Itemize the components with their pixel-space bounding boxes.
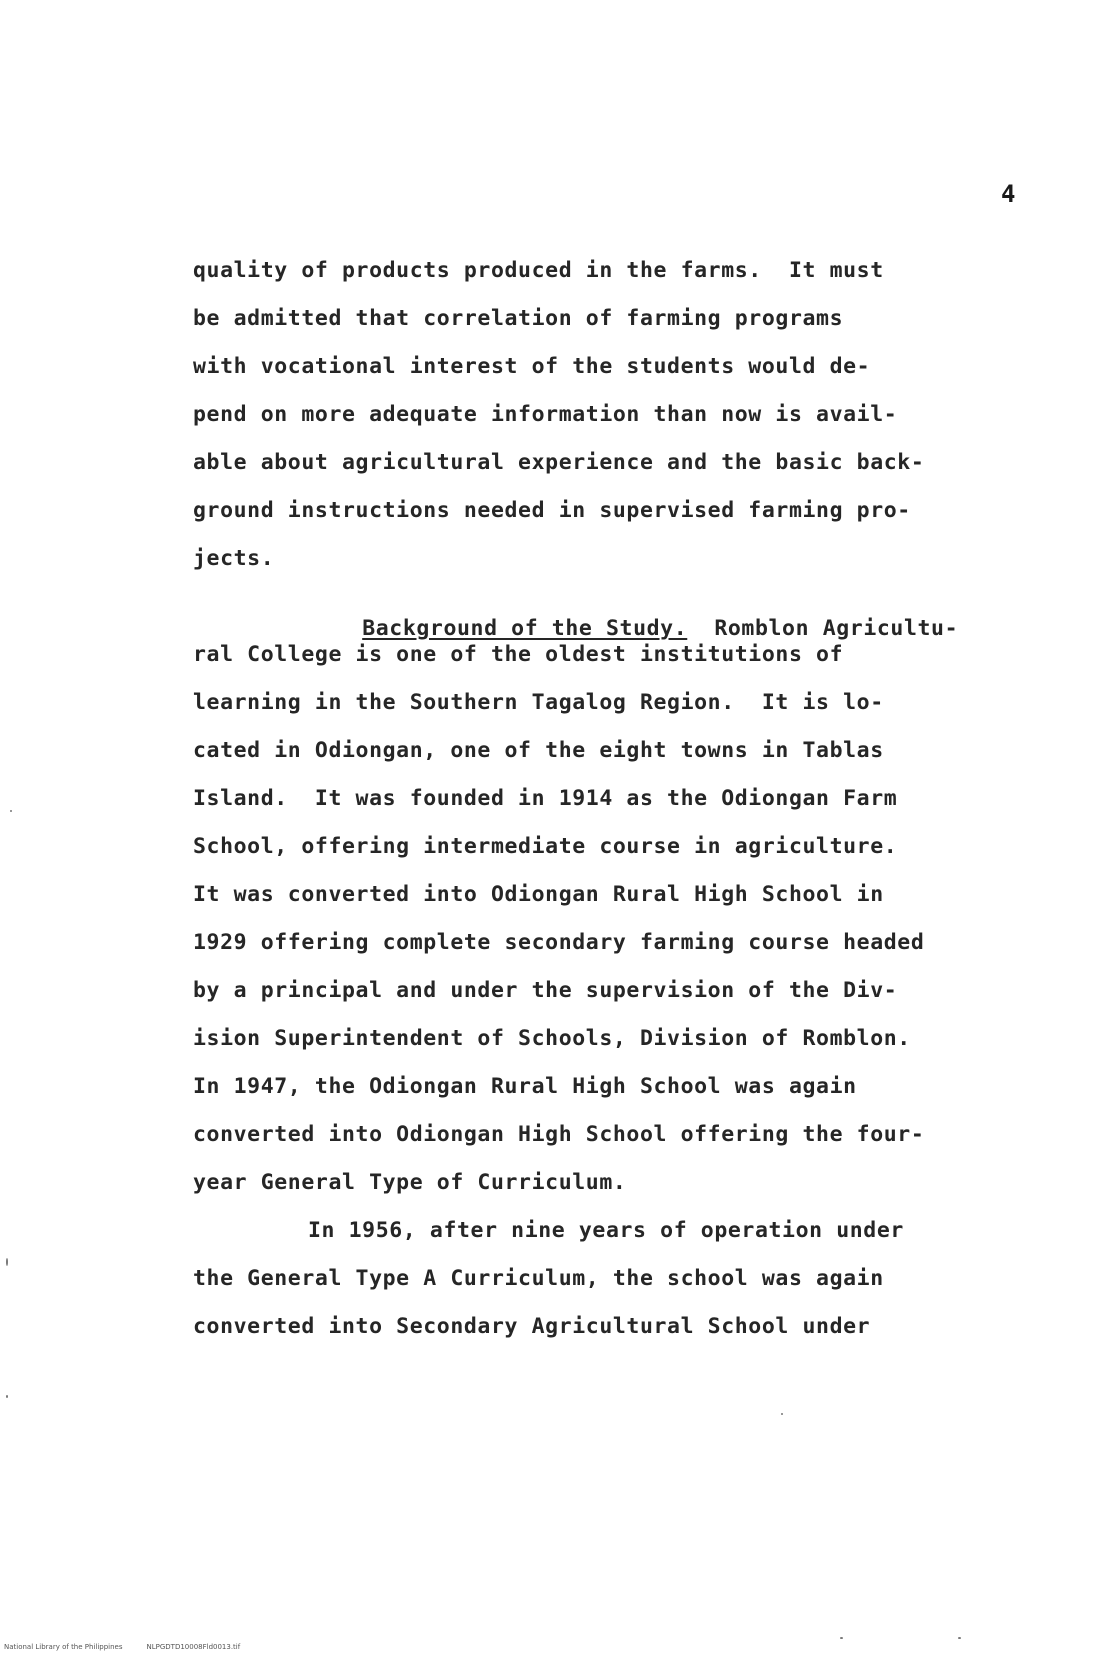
text-line: In 1956, after nine years of operation under — [308, 1218, 904, 1243]
text-line: learning in the Southern Tagalog Region. It is lo- — [193, 690, 884, 715]
text-line: be admitted that correlation of farming programs — [193, 306, 844, 331]
text-line: year General Type of Curriculum. — [193, 1170, 627, 1195]
text-line: In 1947, the Odiongan Rural High School was again — [193, 1074, 857, 1099]
text-line: by a principal and under the supervision of the Div- — [193, 978, 898, 1003]
text-line: School, offering intermediate course in agriculture. — [193, 834, 898, 859]
text-line: ral College is one of the oldest institutions of — [193, 642, 844, 667]
scan-speck — [958, 1637, 961, 1639]
page-number: 4 — [1001, 180, 1016, 208]
scan-speck — [6, 1258, 8, 1266]
text-line: 1929 offering complete secondary farming course headed — [193, 930, 925, 955]
footer-file-code: NLPGDTD10008Fld0013.tif — [146, 1643, 241, 1651]
text-line: quality of products produced in the farms. It must — [193, 258, 884, 283]
text-line: converted into Odiongan High School offering the four- — [193, 1122, 925, 1147]
scan-speck — [781, 1413, 783, 1415]
footer-library: National Library of the Philippines — [4, 1643, 123, 1651]
section-heading: Background of the Study. — [362, 615, 688, 641]
text-line: pend on more adequate information than now is avail- — [193, 402, 898, 427]
text-line: ision Superintendent of Schools, Division of Romblon. — [193, 1026, 911, 1051]
section-heading-continuation: Romblon Agricultu- — [687, 615, 959, 641]
text-line: able about agricultural experience and the basic back- — [193, 450, 925, 475]
text-line: ground instructions needed in supervised farming pro- — [193, 498, 911, 523]
text-line: converted into Secondary Agricultural School under — [193, 1314, 871, 1339]
scan-speck — [840, 1637, 843, 1639]
text-line: It was converted into Odiongan Rural High School in — [193, 882, 884, 907]
text-line: with vocational interest of the students would de- — [193, 354, 871, 379]
scan-footer — [4, 1643, 240, 1651]
text-line: jects. — [193, 546, 275, 571]
text-line: Island. It was founded in 1914 as the Odiongan Farm — [193, 786, 898, 811]
text-line: the General Type A Curriculum, the school was again — [193, 1266, 884, 1291]
scan-speck — [6, 1395, 8, 1398]
text-line: cated in Odiongan, one of the eight towns in Tablas — [193, 738, 884, 763]
scan-speck — [10, 810, 12, 812]
